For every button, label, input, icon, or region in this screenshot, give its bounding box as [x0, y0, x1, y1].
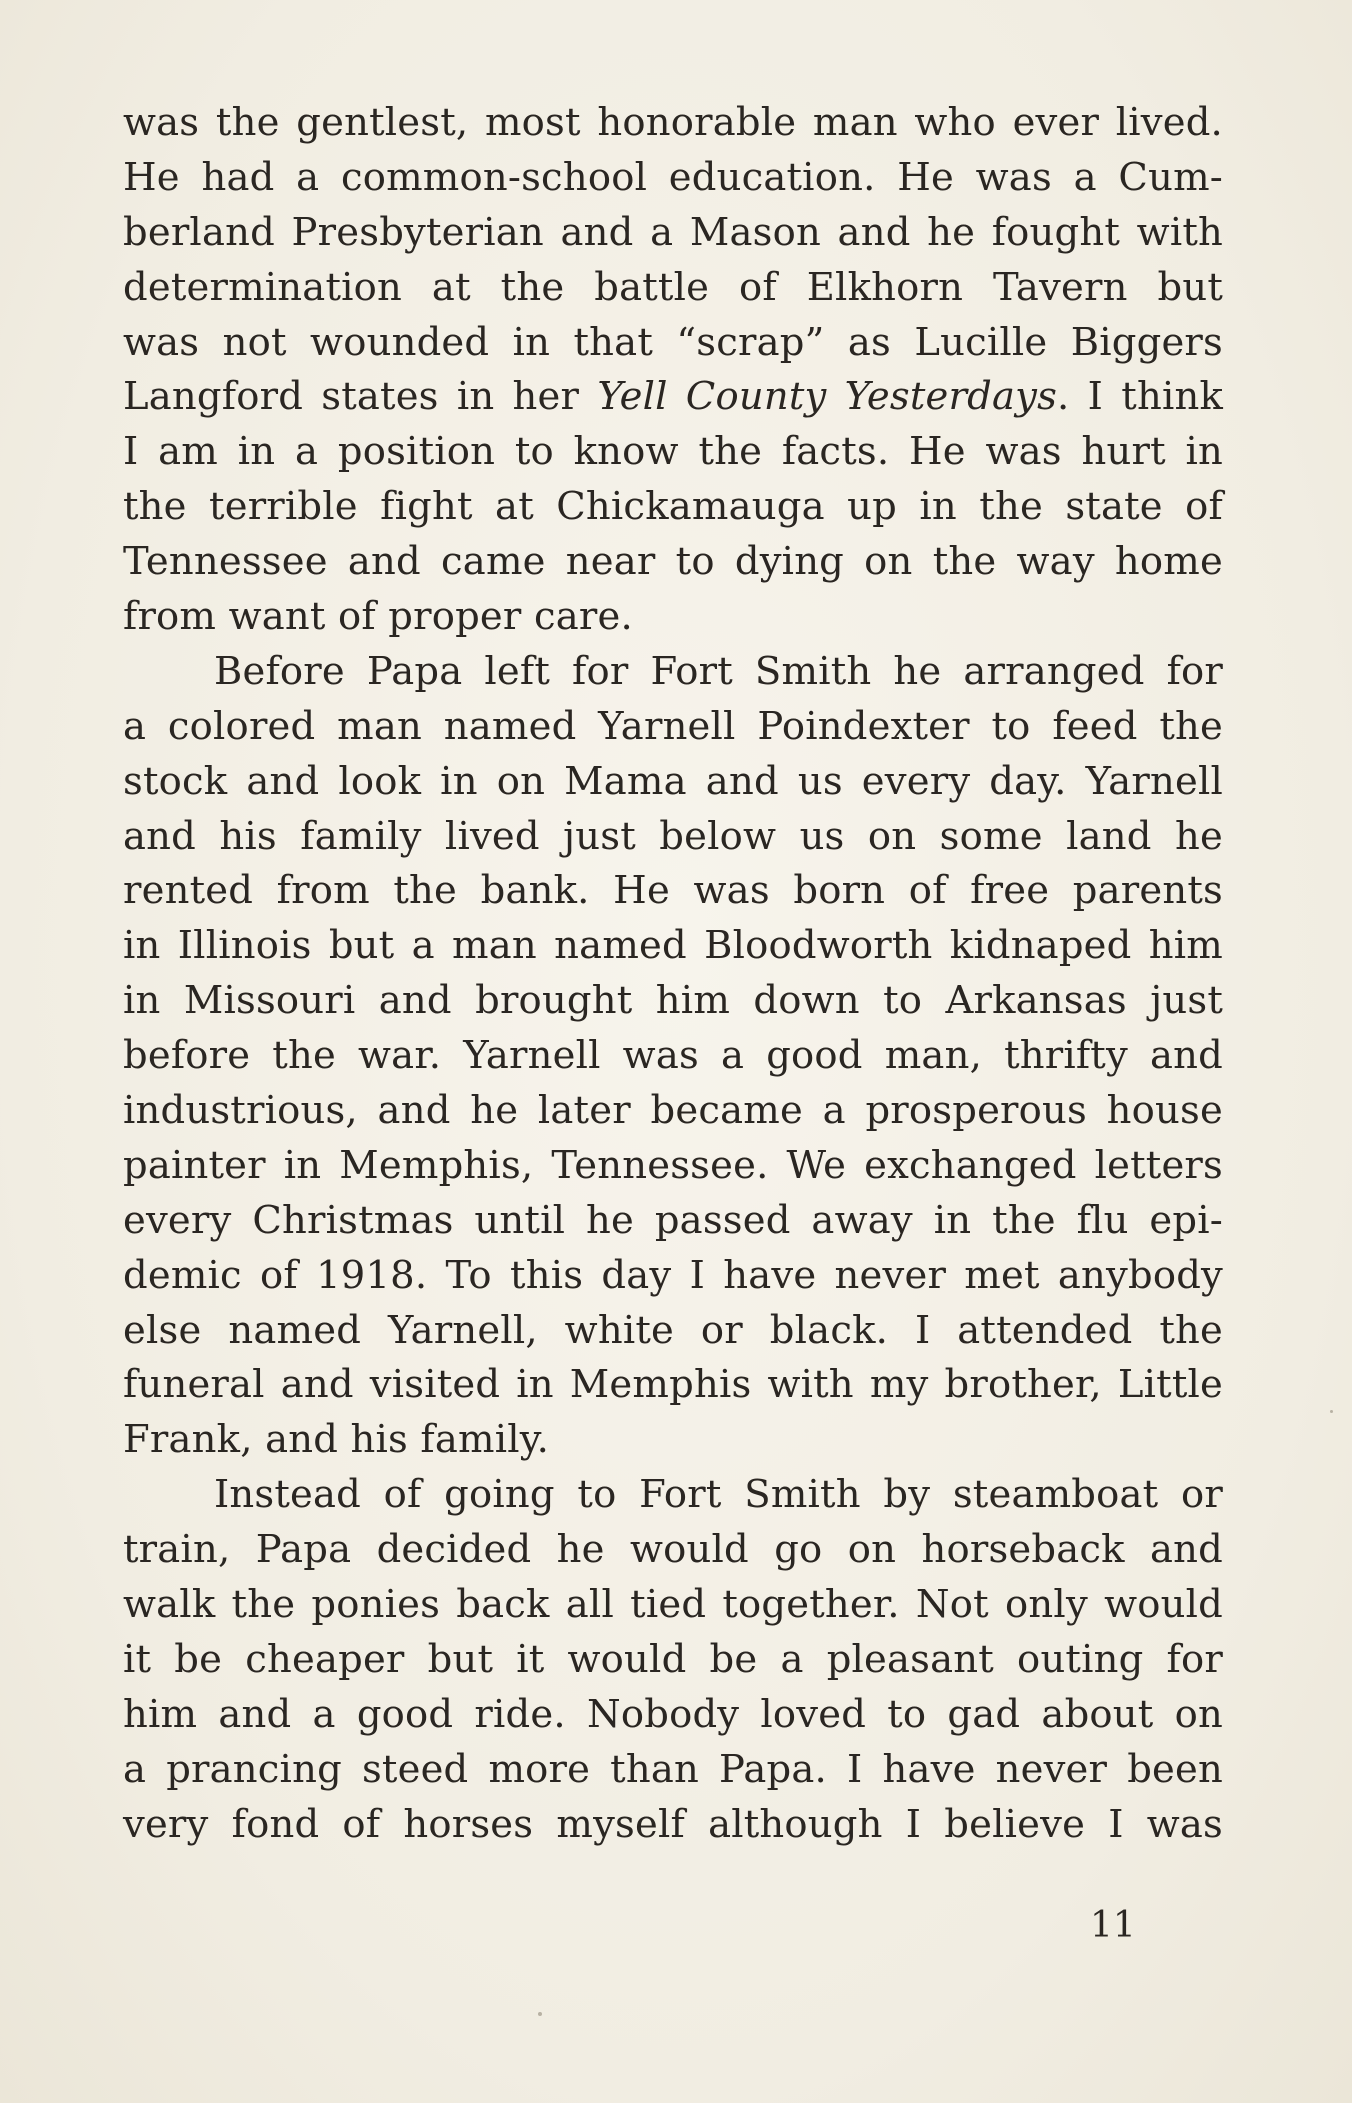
- text-line: painter in Memphis, Tennessee. We exchanged letters: [123, 1142, 1223, 1188]
- text-line: Before Papa left for Fort Smith he arranged for: [214, 648, 1223, 694]
- text-line: was not wounded in that “scrap” as Lucille Biggers: [123, 319, 1223, 365]
- text-line: else named Yarnell, white or black. I attended the: [123, 1307, 1223, 1353]
- text-line: rented from the bank. He was born of free parents: [123, 868, 1223, 914]
- text-line: He had a common-school education. He was a Cum-: [123, 154, 1223, 200]
- text-line: Frank, and his family.: [123, 1417, 550, 1463]
- paper-speck: [1330, 1410, 1333, 1413]
- text-line: a prancing steed more than Papa. I have never been: [123, 1746, 1223, 1792]
- text-line: train, Papa decided he would go on horseback and: [123, 1527, 1223, 1573]
- text-line: every Christmas until he passed away in the flu epi-: [123, 1197, 1223, 1243]
- text-line: and his family lived just below us on some land he: [123, 813, 1223, 859]
- text-segment: Langford states in her: [123, 374, 598, 420]
- text-line: in Illinois but a man named Bloodworth kidnaped him: [123, 923, 1223, 969]
- page-number: 11: [1090, 1905, 1136, 1946]
- text-line: I am in a position to know the facts. He was hurt in: [123, 429, 1223, 475]
- text-line: demic of 1918. To this day I have never met anybody: [123, 1252, 1223, 1298]
- text-line: very fond of horses myself although I believe I was: [123, 1801, 1223, 1847]
- text-line: berland Presbyterian and a Mason and he fought with: [123, 209, 1223, 255]
- book-title-italic: Yell County Yesterdays: [597, 374, 1058, 420]
- text-line: industrious, and he later became a prosperous house: [123, 1088, 1223, 1134]
- text-line: Instead of going to Fort Smith by steamboat or: [214, 1472, 1223, 1518]
- text-line: Tennessee and came near to dying on the way home: [123, 539, 1223, 585]
- text-line: [123, 370, 1223, 425]
- text-line: was the gentlest, most honorable man who ever lived.: [123, 100, 1223, 145]
- text-line: funeral and visited in Memphis with my brother, Little: [123, 1362, 1223, 1408]
- text-line: walk the ponies back all tied together. Not only would: [123, 1582, 1223, 1628]
- text-segment: . I think: [1057, 374, 1223, 420]
- text-line: him and a good ride. Nobody loved to gad about on: [123, 1691, 1223, 1737]
- text-line: in Missouri and brought him down to Arkansas just: [123, 978, 1223, 1024]
- text-line: it be cheaper but it would be a pleasant outing for: [123, 1636, 1223, 1682]
- text-line: from want of proper care.: [123, 594, 633, 640]
- text-line: a colored man named Yarnell Poindexter to feed the: [123, 703, 1223, 749]
- text-line: determination at the battle of Elkhorn Tavern but: [123, 264, 1223, 310]
- text-line: before the war. Yarnell was a good man, thrifty and: [123, 1033, 1223, 1079]
- body-text: [123, 96, 1223, 1853]
- text-line: stock and look in on Mama and us every day. Yarnell: [123, 758, 1223, 804]
- paper-speck: [538, 2012, 542, 2016]
- text-line: the terrible fight at Chickamauga up in the state of: [123, 484, 1223, 530]
